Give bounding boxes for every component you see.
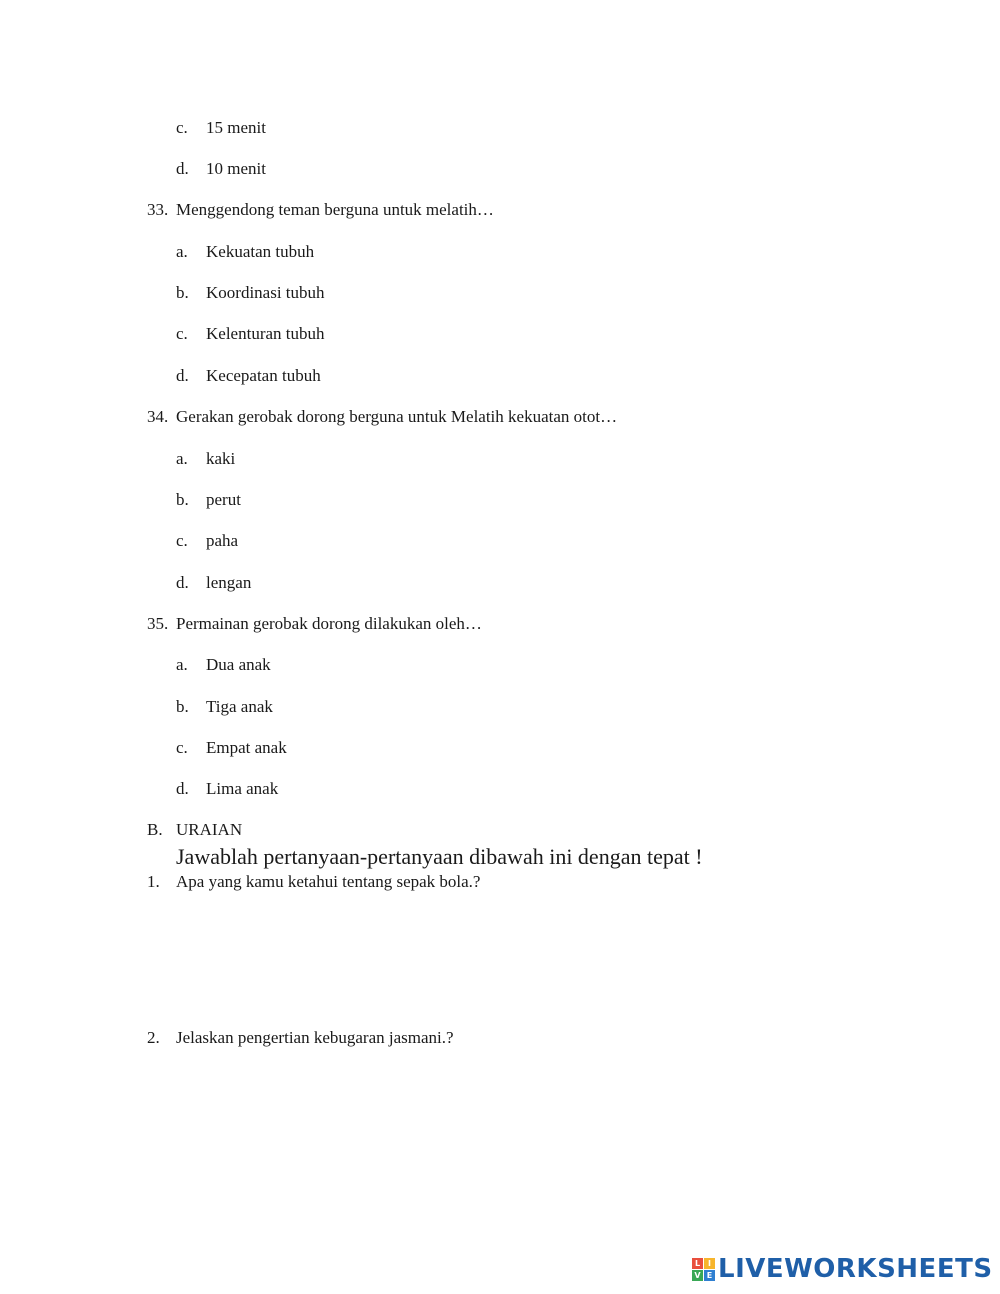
question-number: 34. bbox=[147, 407, 169, 426]
option-letter: d. bbox=[176, 573, 189, 592]
logo-letter: E bbox=[704, 1270, 715, 1281]
option-letter: c. bbox=[176, 531, 188, 550]
option-letter: a. bbox=[176, 242, 188, 261]
option-letter: d. bbox=[176, 779, 189, 798]
option-text: Dua anak bbox=[206, 655, 271, 674]
option-letter: b. bbox=[176, 283, 189, 302]
logo-mark-icon bbox=[692, 1258, 715, 1281]
option-letter: c. bbox=[176, 738, 188, 757]
logo-letter: L bbox=[692, 1258, 703, 1269]
logo-text: LIVEWORKSHEETS bbox=[718, 1254, 993, 1284]
option-text: Kelenturan tubuh bbox=[206, 324, 325, 343]
option-text: Lima anak bbox=[206, 779, 279, 798]
logo-letter: V bbox=[692, 1270, 703, 1281]
option-letter: b. bbox=[176, 490, 189, 509]
option-text: Kecepatan tubuh bbox=[206, 366, 321, 385]
question-number: 35. bbox=[147, 614, 169, 633]
option-letter: d. bbox=[176, 159, 189, 178]
section-b-instruction: Jawablah pertanyaan-pertanyaan dibawah ini dengan tepat ! bbox=[176, 844, 703, 869]
option-text: perut bbox=[206, 490, 241, 509]
question-text: Gerakan gerobak dorong berguna untuk Melatih kekuatan otot… bbox=[176, 407, 618, 426]
option-letter: a. bbox=[176, 655, 188, 674]
liveworksheets-logo bbox=[692, 1254, 993, 1284]
option-letter: b. bbox=[176, 697, 189, 716]
logo-letter: I bbox=[704, 1258, 715, 1269]
option-text: kaki bbox=[206, 449, 236, 468]
question-text: Jelaskan pengertian kebugaran jasmani.? bbox=[176, 1028, 454, 1047]
option-letter: d. bbox=[176, 366, 189, 385]
option-text: Empat anak bbox=[206, 738, 287, 757]
option-letter: c. bbox=[176, 324, 188, 343]
option-text: paha bbox=[206, 531, 239, 550]
question-text: Apa yang kamu ketahui tentang sepak bola.? bbox=[176, 872, 481, 891]
option-text: 15 menit bbox=[206, 118, 266, 137]
question-number: 1. bbox=[147, 872, 160, 891]
section-label: B. bbox=[147, 820, 163, 839]
section-title: URAIAN bbox=[176, 820, 243, 839]
question-number: 33. bbox=[147, 200, 169, 219]
question-number: 2. bbox=[147, 1028, 160, 1047]
question-text: Permainan gerobak dorong dilakukan oleh… bbox=[176, 614, 482, 633]
option-text: Tiga anak bbox=[206, 697, 273, 716]
option-text: Koordinasi tubuh bbox=[206, 283, 325, 302]
option-letter: a. bbox=[176, 449, 188, 468]
option-text: Kekuatan tubuh bbox=[206, 242, 315, 261]
question-text: Menggendong teman berguna untuk melatih… bbox=[176, 200, 494, 219]
option-letter: c. bbox=[176, 118, 188, 137]
option-text: lengan bbox=[206, 573, 252, 592]
option-text: 10 menit bbox=[206, 159, 266, 178]
